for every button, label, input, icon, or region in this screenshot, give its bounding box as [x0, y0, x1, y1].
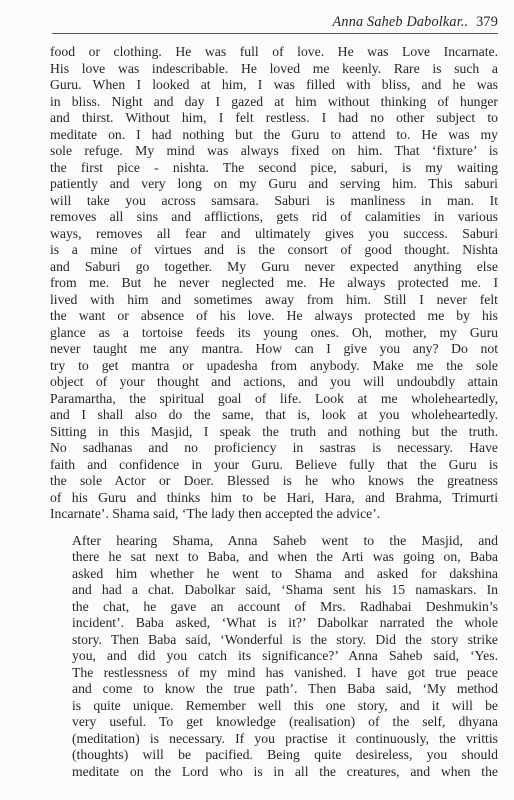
text-line: in bliss. Night and day I gazed at him without thinking of hunger — [50, 93, 498, 109]
text-line: the chat, he gave an account of Mrs. Radhabai Deshmukin’s — [72, 598, 498, 614]
text-line: you, and did you catch its significance?’ Anna Saheb said, ‘Yes. — [72, 648, 498, 663]
text-line: story. Then Baba said, ‘Wonderful is the story. Did the story strike — [72, 631, 498, 647]
text-line: and I shall also do the same, that is, look at you wholeheartedly. — [50, 407, 498, 422]
text-line: Paramartha, the spiritual goal of life. Look at me wholeheartedly, — [50, 390, 498, 406]
running-header-title: Anna Saheb Dabolkar.. — [332, 14, 469, 30]
text-line: glance as a tortoise feeds its young ones. Oh, mother, my Guru — [50, 324, 498, 340]
text-line: Incarnate’. Shama said, ‘The lady then accepted the advice’. — [50, 506, 381, 521]
text-line: the want or absence of his love. He always protected me by his — [50, 308, 498, 323]
text-line: of his Guru and thinks him to be Hari, Hara, and Brahma, Trimurti — [50, 489, 498, 505]
text-line: meditate on. I had nothing but the Guru to attend to. He was my — [50, 126, 498, 142]
text-line: sole refuge. My mind was always fixed on him. That ‘fixture’ is — [50, 143, 498, 158]
text-line: His love was indescribable. He loved me keenly. Rare is such a — [50, 60, 498, 76]
text-line: lived with him and sometimes away from him. Still I never felt — [50, 291, 498, 307]
text-line: and had a chat. Dabolkar said, ‘Shama sent his 15 namaskars. In — [72, 582, 498, 597]
text-line: removes all sins and afflictions, gets rid of calamities in various — [50, 209, 498, 224]
running-header — [52, 14, 498, 34]
text-line: After hearing Shama, Anna Saheb went to the Masjid, and — [72, 532, 498, 548]
text-line: will take you across samsara. Saburi is manliness in man. It — [50, 192, 498, 208]
text-line: the first pice - nishta. The second pice, saburi, is my waiting — [50, 159, 498, 175]
text-line: and thirst. Without him, I felt restless. I had no other subject to — [50, 110, 498, 125]
text-line: very useful. To get knowledge (realisation) of the self, dhyana — [72, 714, 498, 729]
text-line: Guru. When I looked at him, I was filled with bliss, and he was — [50, 77, 498, 92]
text-line: meditate on the Lord who is in all the creatures, and when the — [72, 763, 498, 779]
text-line: (thoughts) will be pacified. Being quite desireless, you should — [72, 747, 498, 762]
page-number: 379 — [476, 14, 498, 30]
text-line: try to get mantra or upadesha from anybody. Make me the sole — [50, 357, 498, 373]
body-text — [50, 44, 498, 780]
text-line: patiently and very long on my Guru and serving him. This saburi — [50, 176, 498, 191]
text-line: The restlessness of my mind has vanished. I have got true peace — [72, 664, 498, 680]
text-line: (meditation) is necessary. If you practise it continuously, the vrittis — [72, 730, 498, 746]
text-line: object of your thought and actions, and you will undoubdly attain — [50, 374, 498, 389]
text-line: Sitting in this Masjid, I speak the truth and nothing but the truth. — [50, 423, 498, 439]
text-line: incident’. Baba asked, ‘What is it?’ Dabolkar narrated the whole — [72, 615, 498, 630]
text-line: asked him whether he went to Shama and asked for dakshina — [72, 565, 498, 581]
text-line: ways, removes all fear and ultimately gives you success. Saburi — [50, 225, 498, 241]
text-line: there he sat next to Baba, and when the Arti was going on, Baba — [72, 549, 498, 564]
text-line: faith and confidence in your Guru. Believe fully that the Guru is — [50, 456, 498, 472]
text-line: and Saburi go together. My Guru never expected anything else — [50, 258, 498, 274]
text-line: never taught me any mantra. How can I give you any? Do not — [50, 341, 498, 356]
text-line: food or clothing. He was full of love. He was Love Incarnate. — [50, 44, 498, 59]
text-line: from me. But he never neglected me. He always protected me. I — [50, 275, 498, 290]
text-line: is quite unique. Remember well this one story, and it will be — [72, 697, 498, 713]
text-line: is a mine of virtues and is the consort of good thought. Nishta — [50, 242, 498, 257]
text-line: and come to know the true path’. Then Baba said, ‘My method — [72, 681, 498, 696]
paragraph-1 — [50, 44, 498, 523]
paragraph-2 — [50, 533, 498, 781]
text-line: the sole Actor or Doer. Blessed is he who knows the greatness — [50, 473, 498, 488]
text-line: No sadhanas and no proficiency in sastras is necessary. Have — [50, 440, 498, 455]
